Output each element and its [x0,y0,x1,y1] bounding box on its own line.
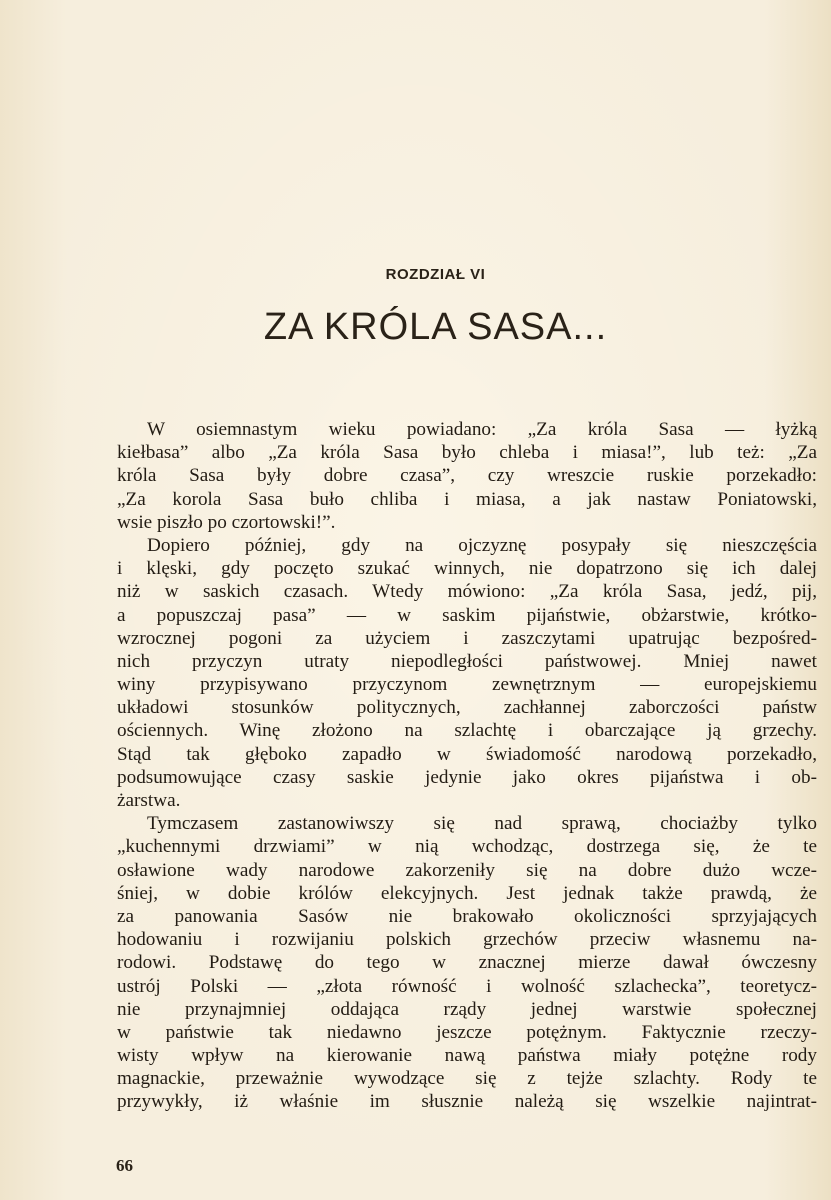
text-line: nich przyczyn utraty niepodległości państwowej. Mniej nawet [117,650,817,672]
text-line: za panowania Sasów nie brakowało okoliczności sprzyjających [117,905,817,927]
text-line: wisty wpływ na kierowanie nawą państwa miały potężne rody [117,1045,817,1067]
text-line: winy przypisywano przyczynom zewnętrznym — europejskiemu [117,674,817,696]
text-line: wsie piszło po czortowski!”. [117,511,336,533]
text-line: podsumowujące czasy saskie jedynie jako okres pijaństwa i ob- [117,766,817,788]
text-line: magnackie, przeważnie wywodzące się z tejże szlachty. Rody te [117,1068,817,1090]
body-text [117,418,817,1114]
text-line: W osiemnastym wieku powiadano: „Za króla Sasa — łyżką [147,419,817,440]
text-line: wzrocznej pogoni za użyciem i zaszczytami upatrując bezpośred- [117,627,817,649]
text-line: przywykły, iż właśnie im słusznie należą się wszelkie najintrat- [117,1091,817,1113]
text-line: nie przynajmniej oddająca rządy jednej warstwie społecznej [117,998,817,1020]
text-line: „kuchennymi drzwiami” w nią wchodząc, dostrzega się, że te [117,836,817,858]
text-line: Tymczasem zastanowiwszy się nad sprawą, chociażby tylko [147,813,817,835]
text-line: żarstwa. [117,790,181,811]
text-line: rodowi. Podstawę do tego w znacznej mierze dawał ówczesny [117,952,817,974]
text-line: i klęski, gdy poczęto szukać winnych, nie dopatrzono się ich dalej [117,558,817,580]
text-line: kiełbasa” albo „Za króla Sasa było chleba i miasa!”, lub też: „Za [117,442,817,464]
text-line: w państwie tak niedawno jeszcze potężnym. Faktycznie rzeczy- [117,1021,817,1043]
text-line: niż w saskich czasach. Wtedy mówiono: „Za króla Sasa, jedź, pij, [117,581,817,603]
text-line: „Za korola Sasa buło chliba i miasa, a jak nastaw Poniatowski, [117,488,817,510]
text-line: układowi stosunków politycznych, zachłannej zaborczości państw [117,697,817,719]
chapter-label: ROZDZIAŁ VI [385,266,486,283]
page-number: 66 [116,1156,133,1175]
text-line: osławione wady narodowe zakorzeniły się na dobre dużo wcze- [117,859,817,881]
text-line: króla Sasa były dobre czasa”, czy wreszcie ruskie porzekadło: [117,465,817,487]
text-line: ościennych. Winę złożono na szlachtę i obarczające ją grzechy. [117,720,817,742]
text-line: Dopiero później, gdy na ojczyznę posypały się nieszczęścia [147,534,817,556]
text-line: ustrój Polski — „złota równość i wolność szlachecka”, teoretycz- [117,975,817,997]
chapter-title: ZA KRÓLA SASA... [263,306,608,348]
text-line: a popuszczaj pasa” — w saskim pijaństwie, obżarstwie, krótko- [117,604,817,626]
text-line: hodowaniu i rozwijaniu polskich grzechów przeciw własnemu na- [117,929,817,951]
text-line: śniej, w dobie królów elekcyjnych. Jest jednak także prawdą, że [117,882,817,904]
text-line: Stąd tak głęboko zapadło w świadomość narodową porzekadło, [117,743,817,765]
